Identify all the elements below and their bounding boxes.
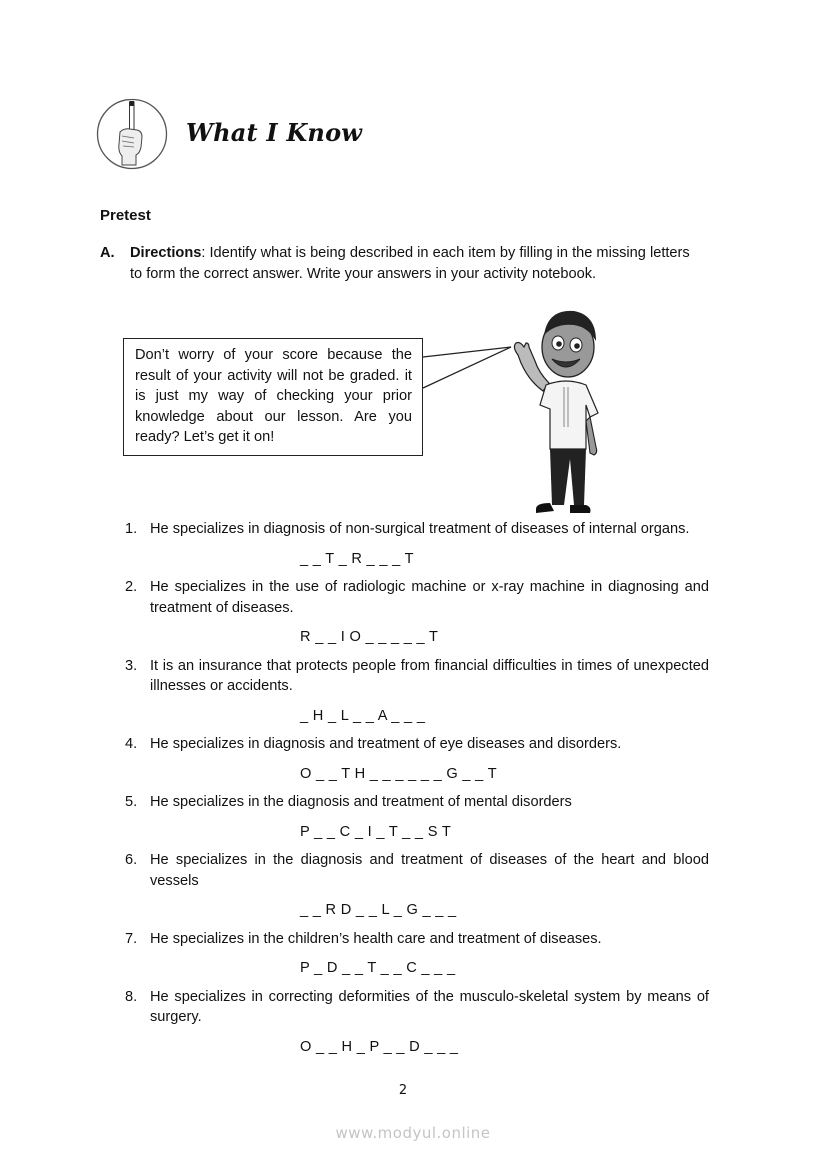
- answer-pattern: O _ _ T H _ _ _ _ _ _ G _ _ T: [300, 765, 497, 782]
- answer-pattern: _ _ T _ R _ _ _ T: [300, 550, 414, 567]
- question-item: [125, 850, 709, 891]
- question-text: He specializes in diagnosis of non-surgical treatment of diseases of internal organs.: [150, 521, 690, 537]
- answer-pattern: R _ _ I O _ _ _ _ _ T: [300, 629, 439, 645]
- question-item: [125, 656, 709, 697]
- question-number: 2.: [125, 579, 138, 595]
- directions-text: : Identify what is being described in each item by filling in the missing letters to form the correct answer. Write your answers in your activity notebook.: [130, 245, 690, 282]
- question-item: [125, 734, 709, 755]
- question-number: 3.: [125, 657, 138, 674]
- question-number: 6.: [125, 852, 138, 868]
- question-item: [125, 792, 709, 813]
- question-number: 5.: [125, 794, 138, 810]
- pencil-in-hand-icon: [96, 98, 168, 170]
- directions-keyword: Directions: [130, 245, 202, 261]
- question-text: He specializes in correcting deformities of the musculo-skeletal system by means of surgery.: [150, 988, 709, 1025]
- page-title: What I Know: [186, 118, 363, 147]
- question-number: 8.: [125, 988, 138, 1005]
- question-number: 4.: [125, 736, 138, 752]
- question-text: It is an insurance that protects people from financial difficulties in times of unexpected illnesses or accidents.: [150, 657, 709, 694]
- speech-bubble-tail: [420, 340, 520, 395]
- directions: [100, 243, 700, 284]
- answer-pattern: P _ _ C _ I _ T _ _ S T: [300, 823, 452, 840]
- answer-pattern: O _ _ H _ P _ _ D _ _ _: [300, 1038, 459, 1055]
- directions-letter: A.: [100, 245, 115, 261]
- question-number: 1.: [125, 521, 138, 537]
- question-item: [125, 987, 709, 1028]
- question-text: He specializes in diagnosis and treatment of eye diseases and disorders.: [150, 736, 622, 752]
- section-title: Pretest: [100, 207, 151, 224]
- watermark: www.modyul.online: [335, 1124, 491, 1142]
- answer-pattern: _ _ R D _ _ L _ G _ _ _: [300, 902, 457, 918]
- question-number: 7.: [125, 930, 138, 947]
- page-number: 2: [398, 1083, 408, 1098]
- waving-boy-illustration: [506, 305, 616, 520]
- question-text: He specializes in the diagnosis and treatment of diseases of the heart and blood vessels: [150, 852, 709, 889]
- question-list: [125, 519, 709, 1065]
- question-text: He specializes in the children’s health care and treatment of diseases.: [150, 930, 602, 947]
- answer-pattern: _ H _ L _ _ A _ _ _: [300, 707, 426, 724]
- answer-pattern: P _ D _ _ T _ _ C _ _ _: [300, 960, 456, 976]
- speech-bubble-text: Don’t worry of your score because the result of your activity will not be graded. it is just my way of checking your prior knowledge about our lesson. Are you ready? Let’s get it on!: [135, 347, 412, 445]
- speech-bubble: [123, 338, 423, 456]
- question-text: He specializes in the use of radiologic machine or x-ray machine in diagnosing and treatment of diseases.: [150, 579, 709, 616]
- question-item: [125, 577, 709, 618]
- question-text: He specializes in the diagnosis and treatment of mental disorders: [150, 794, 572, 810]
- question-item: [125, 929, 709, 950]
- question-item: [125, 519, 709, 540]
